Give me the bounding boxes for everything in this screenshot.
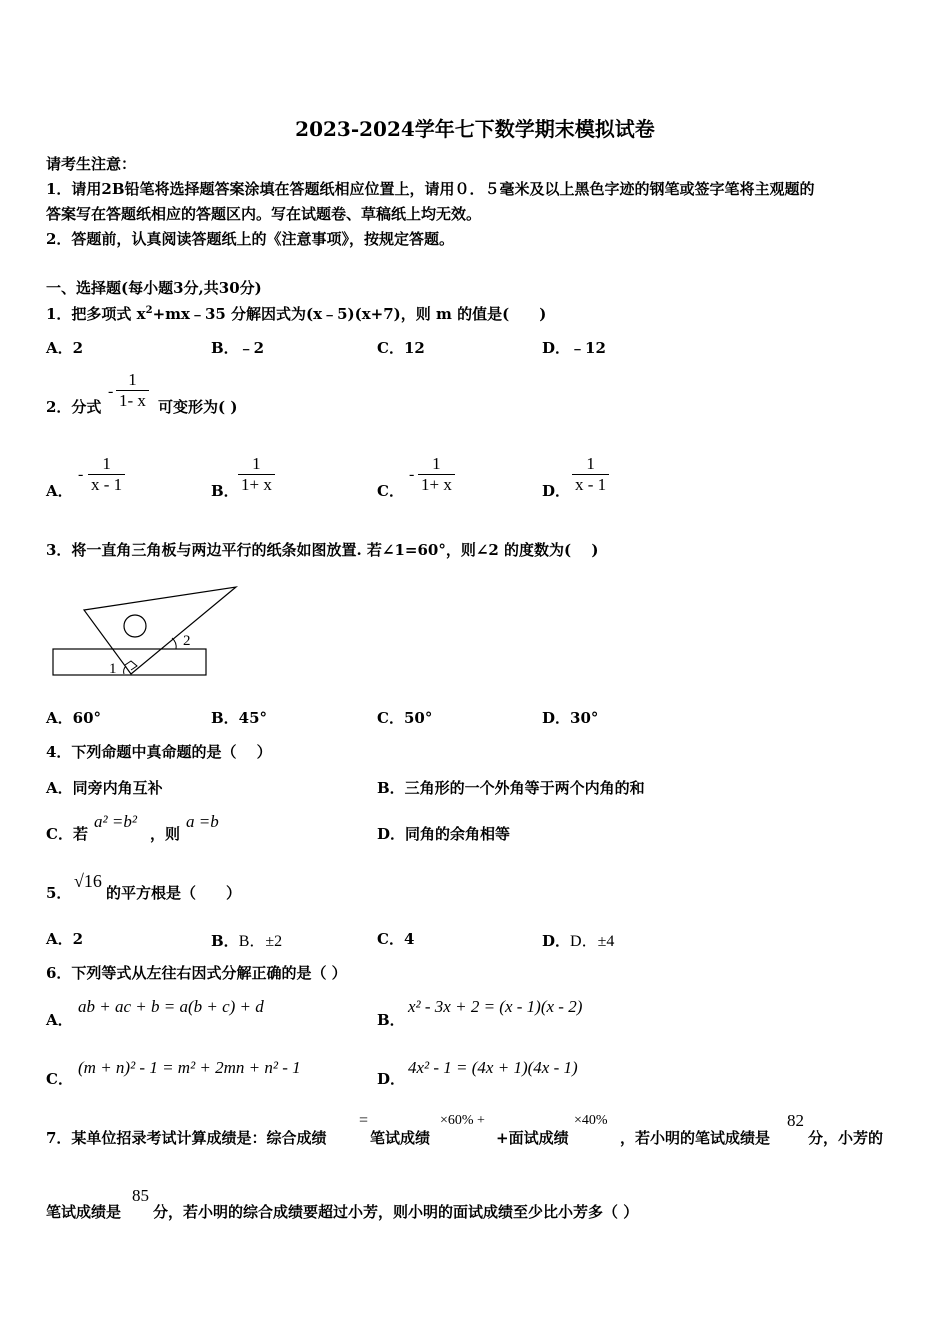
fraction [572,454,609,495]
option: D．30° [542,709,599,727]
q7-pct: ×40% [574,1113,608,1128]
numerator: 1 [238,454,275,475]
minus-sign: - [108,383,114,400]
option-value: D．±4 [570,933,615,950]
option-label: C． [377,482,404,500]
option-label: B． [211,482,239,500]
minus-sign: - [78,466,84,483]
option: B．﹣2 [211,339,265,357]
option-label: B． [377,1011,405,1029]
math-expr: 4x² - 1 = (4x + 1)(4x - 1) [408,1058,578,1077]
option: C．4 [377,930,415,948]
q1-sup: 2 [145,305,153,316]
math-expr: x² - 3x + 2 = (x - 1)(x - 2) [408,997,583,1016]
q2-text: 可变形为( ) [158,398,238,416]
section-heading: 一、选择题(每小题3分,共30分) [46,279,262,297]
option: D．同角的余角相等 [377,825,511,843]
denominator: 1+ x [241,475,272,494]
option: B．45° [211,709,268,727]
denominator: x - 1 [91,475,123,494]
option-text: ，则 [150,825,181,843]
notice-line: 答案写在答题纸相应的答题区内。写在试题卷、草稿纸上均无效。 [46,205,482,223]
option-label: D． [542,482,571,500]
option: C．若 [46,825,88,843]
minus-sign: - [409,466,415,483]
q7-pct: ×60% + [440,1113,485,1128]
option-label: D． [377,1070,406,1088]
q5-text: 5． [46,884,72,902]
option: C．12 [377,339,425,357]
numerator: 1 [116,370,149,391]
q7-text: 笔试成绩是 [46,1203,122,1221]
option-label: A． [46,1011,73,1029]
question-6: 6．下列等式从左往右因式分解正确的是（ ） [46,964,347,982]
denominator: x - 1 [575,475,607,494]
option: A．2 [46,339,84,357]
q1-text: 1．把多项式 x [46,305,146,323]
q7-text: 笔试成绩 [370,1129,431,1147]
math-expr: a² =b² [94,812,137,831]
q7-text: ，若小明的笔试成绩是 [620,1129,771,1147]
q7-text: 7．某单位招录考试计算成绩是：综合成绩 [46,1129,327,1147]
option: C．50° [377,709,433,727]
circle-hole [124,615,146,637]
q7-score: 85 [132,1186,149,1205]
angle-1-label: 1 [109,661,117,677]
q7-text: +面试成绩 [496,1129,569,1147]
q5-text: 的平方根是（ ） [106,884,242,902]
q7-score: 82 [787,1111,804,1130]
option: B．三角形的一个外角等于两个内角的和 [377,779,645,797]
notice-heading: 请考生注意： [46,155,137,173]
option: A．2 [46,930,84,948]
q1-text: +mx﹣35 分解因式为(x﹣5)(x+7)，则 m 的值是( ) [152,305,547,323]
q2-text: 2．分式 [46,398,102,416]
notice-line: 2．答题前，认真阅读答题纸上的《注意事项》，按规定答题。 [46,230,454,248]
angle-2-label: 2 [183,633,191,649]
q7-text: 分，小芳的 [808,1129,884,1147]
q7-text: 分，若小明的综合成绩要超过小芳，则小明的面试成绩至少比小芳多（ ） [153,1203,639,1221]
option: D．D．±4 [542,932,615,950]
math-expr: a =b [186,812,219,831]
option: B．B．±2 [211,932,283,950]
denominator: 1- x [119,391,146,410]
triangle [84,587,236,674]
option: D．﹣12 [542,339,606,357]
denominator: 1+ x [421,475,452,494]
option-label: A． [46,482,73,500]
q7-eq: = [359,1112,369,1129]
question-4: 4．下列命题中真命题的是（ ） [46,743,272,761]
radical-expr: √16 [74,871,102,891]
option: A．60° [46,709,102,727]
question-3: 3．将一直角三角板与两边平行的纸条如图放置. 若∠1=60°，则∠2 的度数为( ) [46,541,599,559]
fraction [418,454,455,495]
option-label: C． [46,1070,73,1088]
page-title: 2023-2024学年七下数学期末模拟试卷 [295,117,655,141]
option: A．同旁内角互补 [46,779,163,797]
triangle-figure [0,0,260,700]
numerator: 1 [418,454,455,475]
numerator: 1 [88,454,125,475]
numerator: 1 [572,454,609,475]
math-expr: ab + ac + b = a(b + c) + d [78,997,264,1016]
math-expr: (m + n)² - 1 = m² + 2mn + n² - 1 [78,1058,301,1077]
option-value: B．±2 [238,933,283,950]
notice-line: 1．请用2B铅笔将选择题答案涂填在答题纸相应位置上，请用０．５毫米及以上黑色字迹的钢笔或签字笔将主观题的 [46,180,815,198]
